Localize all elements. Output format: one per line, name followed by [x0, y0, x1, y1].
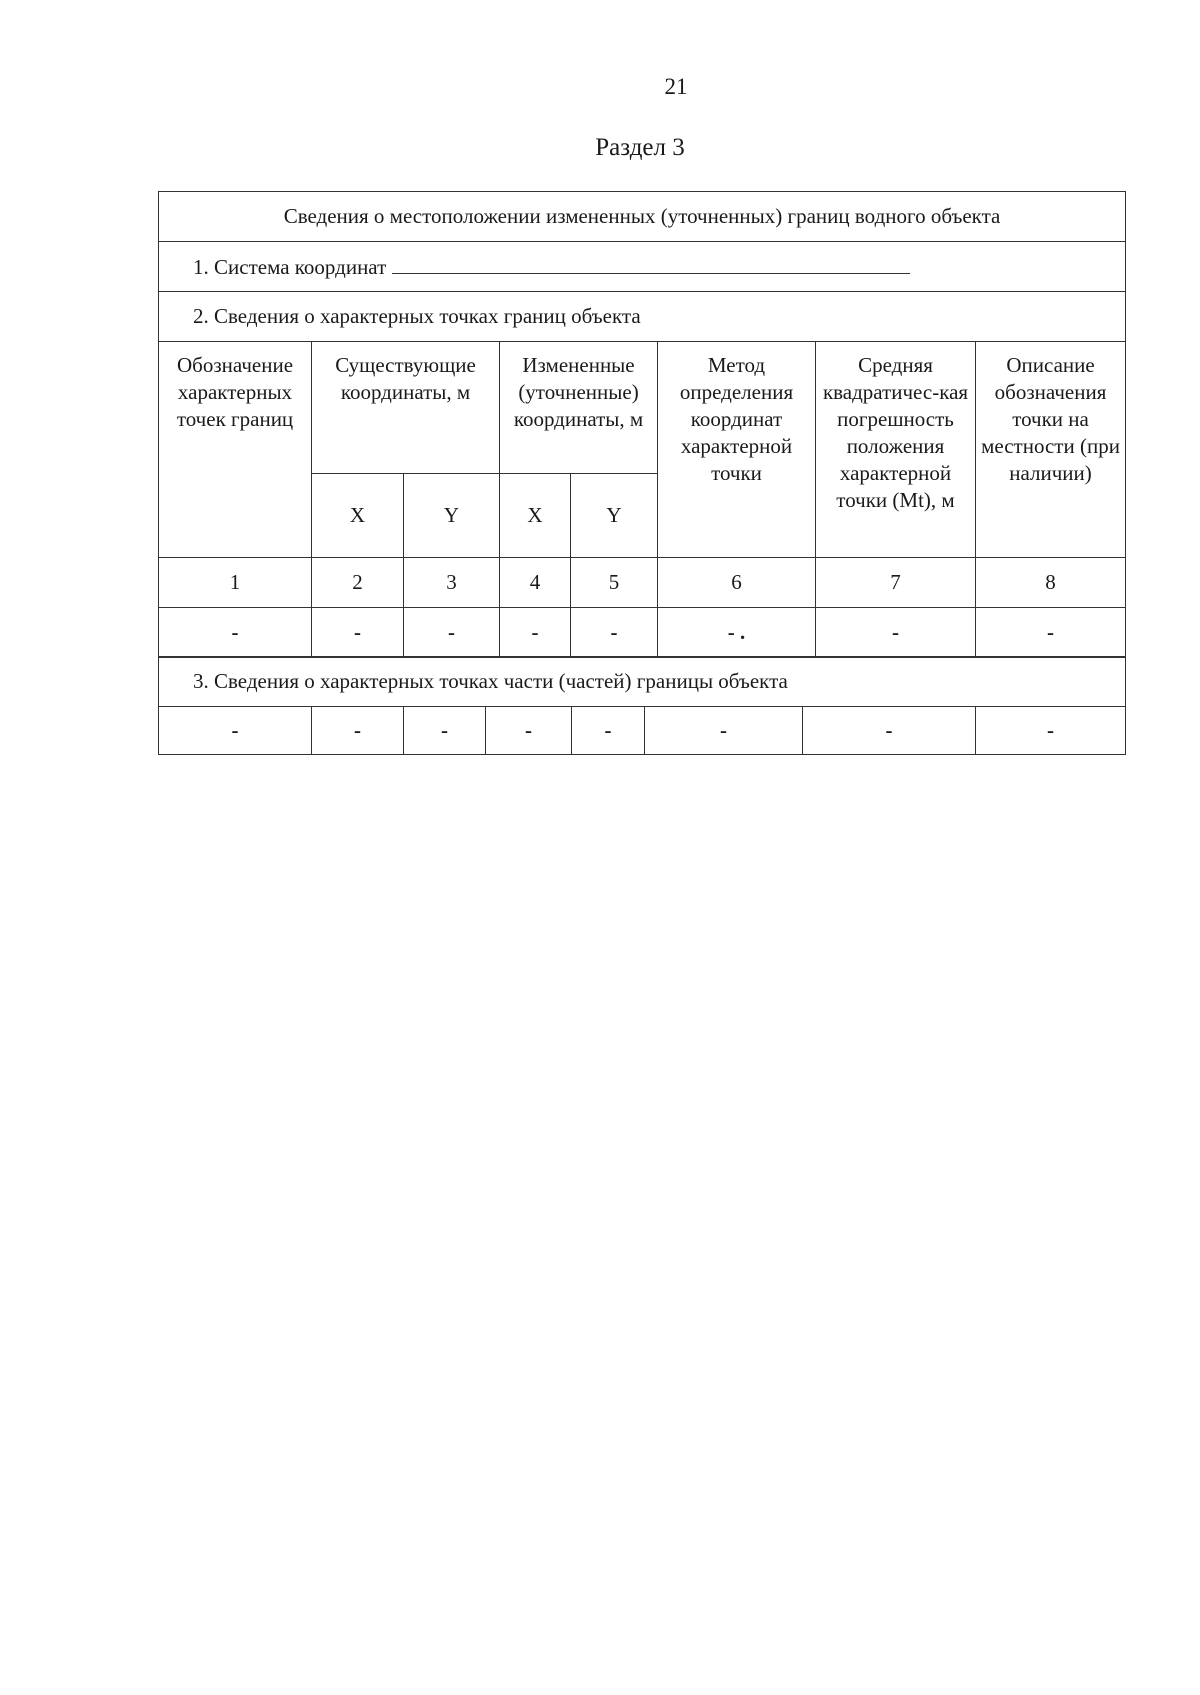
table-cell: - — [976, 707, 1126, 755]
parts-table — [158, 656, 1126, 755]
column-number: 5 — [571, 558, 658, 608]
column-number: 3 — [404, 558, 500, 608]
header-point-designation: Обозначение характерных точек границ — [159, 342, 312, 558]
coordinate-system-blank — [392, 253, 910, 274]
header-existing-y: Y — [404, 474, 500, 558]
section-title: Раздел 3 — [595, 134, 685, 161]
table-cell: - — [803, 707, 976, 755]
page-number: 21 — [664, 74, 688, 99]
boundary-table — [158, 191, 1126, 658]
table-cell: - — [572, 707, 645, 755]
header-method: Метод определения координат характерной точки — [658, 342, 816, 558]
coordinate-system-row — [159, 242, 1126, 292]
header-changed-coordinates: Измененные (уточненные) координаты, м — [500, 342, 658, 474]
coordinate-system-label: 1. Система координат — [193, 254, 387, 279]
header-mean-square-error: Средняя квадратичес-кая погрешность положения характерной точки (Mt), м — [816, 342, 976, 558]
header-existing-x: X — [312, 474, 404, 558]
header-point-description: Описание обозначения точки на местности (при наличии) — [976, 342, 1126, 558]
table-cell: - — [571, 608, 658, 658]
table-cell: - — [816, 608, 976, 658]
column-number: 6 — [658, 558, 816, 608]
header-changed-y: Y — [571, 474, 658, 558]
table-title: Сведения о местоположении измененных (уточненных) границ водного объекта — [159, 192, 1126, 242]
table-cell: - — [404, 707, 486, 755]
column-number: 7 — [816, 558, 976, 608]
column-number: 2 — [312, 558, 404, 608]
table-cell: - — [500, 608, 571, 658]
table-cell: - — [312, 608, 404, 658]
table-cell: - — [312, 707, 404, 755]
points-heading: 2. Сведения о характерных точках границ объекта — [159, 292, 1126, 342]
table-cell: - — [486, 707, 572, 755]
header-existing-coordinates: Существующие координаты, м — [312, 342, 500, 474]
table-row — [159, 608, 1126, 658]
table-cell: - — [976, 608, 1126, 658]
column-number: 1 — [159, 558, 312, 608]
column-number: 8 — [976, 558, 1126, 608]
table-cell: - — [404, 608, 500, 658]
column-number: 4 — [500, 558, 571, 608]
table-cell: - . — [658, 608, 816, 658]
table-cell: - — [159, 608, 312, 658]
column-number-row — [159, 558, 1126, 608]
table-cell: - — [645, 707, 803, 755]
header-changed-x: X — [500, 474, 571, 558]
table-cell: - — [159, 707, 312, 755]
table-row — [159, 707, 1126, 755]
parts-heading: 3. Сведения о характерных точках части (частей) границы объекта — [159, 657, 1126, 707]
